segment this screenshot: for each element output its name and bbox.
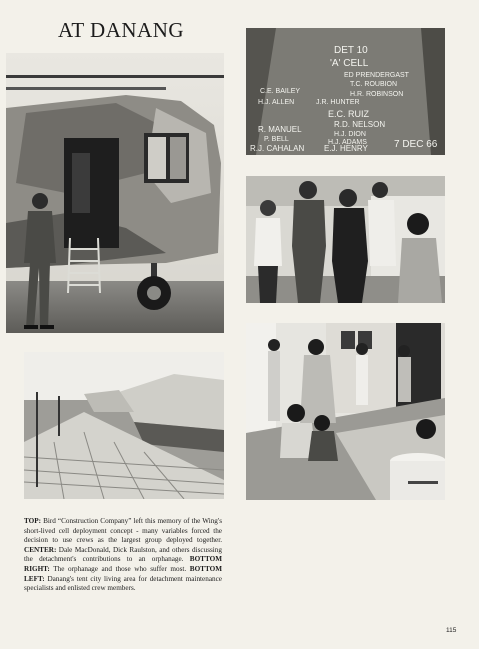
slab-text-16: E.J. HENRY [324,144,368,153]
page-number: 115 [446,627,457,634]
slab-text-1: DET 10 [334,45,368,56]
slab-text-12: H.J. DION [334,131,366,138]
slab-text-14: H.J. ADAMS [328,139,367,146]
group-discussion-photo [246,176,445,303]
slab-text-8: J.R. HUNTER [316,99,360,106]
orphanage-illustration [246,323,445,500]
slab-text-11: R. MANUEL [258,125,302,134]
page-title: AT DANANG [58,18,185,42]
slab-text-3: ED PRENDERGAST [344,72,409,79]
slab-text-7: H.J. ALLEN [258,99,295,106]
tent-city-photo [24,352,224,499]
caption-label-bottom-right: BOTTOM RIGHT: [24,555,222,573]
caption-label-center: CENTER: [24,545,57,554]
slab-text-9: E.C. RUIZ [328,109,370,119]
slab-text-5: C.E. BAILEY [260,88,301,95]
slab-text-15: R.J. CAHALAN [250,144,305,153]
photo-caption [24,517,222,594]
tent-city-illustration [24,352,224,499]
orphanage-photo [246,323,445,500]
caption-text-bottom-left: Danang's tent city living area for detachment maintenance specialists and enlisted crew members. [24,574,222,593]
caption-label-top: TOP: [24,517,42,525]
slab-text-4: T.C. ROUBION [350,81,398,88]
helicopter-illustration [6,53,224,333]
slab-text-10: R.D. NELSON [334,120,386,129]
concrete-slab-photo [246,28,445,155]
slab-text-2: 'A' CELL [330,58,369,69]
caption-label-bottom-left: BOTTOM LEFT: [24,564,222,583]
group-illustration [246,176,445,303]
slab-text-17: 7 DEC 66 [394,139,438,150]
slab-text-6: H.R. ROBINSON [350,91,404,98]
caption-text-bottom-right: The orphanage and those who suffer most. [49,564,190,573]
helicopter-photo [6,53,224,333]
slab-text-13: P. BELL [264,136,289,143]
caption-text-center: Dale MacDonald, Dick Raulston, and others discussing the detachment's contributions to an orphanage. [24,545,222,564]
caption-text-top: Bird “Construction Company” left this memory of the Wing's short-lived cell deployment concept - many variables forced the decision to use crews as the largest group deployed together. [24,517,222,545]
